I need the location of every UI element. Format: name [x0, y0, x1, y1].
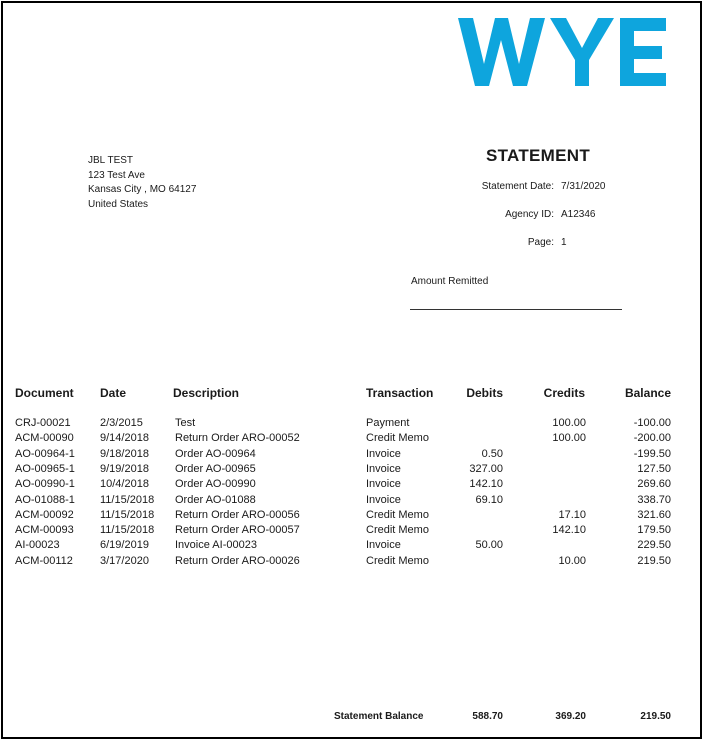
cell-document: CRJ-00021 — [15, 417, 71, 429]
cell-transaction: Credit Memo — [366, 508, 429, 521]
cell-date: 9/19/2018 — [100, 462, 149, 475]
cell-document: ACM-00090 — [15, 432, 74, 445]
statement-title: STATEMENT — [485, 146, 591, 165]
cell-debits: 327.00 — [469, 462, 503, 475]
cell-document: AI-00023 — [15, 539, 60, 552]
cell-transaction: Invoice — [366, 493, 401, 506]
cell-debits: 69.10 — [475, 493, 503, 506]
cell-date: 11/15/2018 — [100, 493, 155, 506]
cell-credits: 142.10 — [552, 524, 586, 537]
cell-description: Order AO-00990 — [175, 478, 256, 491]
cell-date: 9/18/2018 — [100, 447, 149, 460]
cell-description: Test — [175, 417, 196, 429]
cell-credits: 100.00 — [552, 417, 586, 429]
header-balance: Balance — [624, 386, 671, 400]
cell-balance: 321.60 — [637, 508, 671, 521]
amount-remitted-label: Amount Remitted — [411, 276, 489, 287]
header-credits: Credits — [543, 386, 585, 400]
header-date: Date — [100, 386, 127, 400]
cell-debits: 142.10 — [469, 478, 503, 491]
cell-transaction: Credit Memo — [366, 432, 429, 445]
cell-date: 3/17/2020 — [100, 554, 149, 567]
agency-id-value: A12346 — [561, 209, 596, 220]
city-state-zip: Kansas City , MO 64127 — [88, 184, 197, 195]
customer-name: JBL TEST — [88, 155, 134, 166]
cell-document: ACM-00112 — [15, 554, 73, 567]
cell-description: Invoice AI-00023 — [175, 539, 257, 552]
cell-balance: 269.60 — [637, 478, 671, 491]
cell-transaction: Payment — [366, 417, 410, 429]
statement-balance-label: Statement Balance — [334, 711, 424, 722]
cell-description: Return Order ARO-00026 — [175, 554, 300, 567]
cell-document: ACM-00093 — [15, 524, 74, 537]
amount-remitted-line — [410, 309, 622, 310]
cell-balance: 219.50 — [637, 554, 671, 567]
document-frame — [1, 1, 702, 739]
cell-balance: -199.50 — [633, 447, 671, 460]
cell-transaction: Invoice — [366, 447, 401, 460]
cell-balance: 229.50 — [637, 539, 671, 552]
cell-document: AO-00990-1 — [15, 478, 75, 491]
cell-description: Return Order ARO-00057 — [175, 524, 300, 537]
cell-credits: 17.10 — [558, 508, 586, 521]
cell-transaction: Invoice — [366, 539, 401, 552]
cell-credits: 10.00 — [558, 554, 586, 567]
total-debits: 588.70 — [472, 711, 503, 722]
cell-transaction: Credit Memo — [366, 554, 429, 567]
page-label: Page: — [527, 237, 554, 248]
customer-address — [88, 154, 196, 212]
street-address: 123 Test Ave — [88, 169, 145, 181]
cell-document: AO-00965-1 — [15, 462, 75, 475]
agency-id-label: Agency ID: — [505, 209, 554, 220]
header-description: Description — [173, 386, 240, 400]
company-logo — [456, 14, 668, 90]
cell-debits: 50.00 — [475, 539, 503, 552]
cell-balance: 338.70 — [637, 493, 671, 506]
total-credits: 369.20 — [555, 711, 586, 722]
cell-date: 6/19/2019 — [100, 539, 149, 552]
cell-date: 10/4/2018 — [100, 478, 149, 491]
cell-description: Return Order ARO-00056 — [175, 508, 300, 521]
cell-balance: 127.50 — [637, 462, 671, 475]
cell-debits: 0.50 — [481, 447, 503, 460]
cell-date: 11/15/2018 — [100, 508, 155, 521]
cell-transaction: Credit Memo — [366, 524, 429, 537]
cell-description: Return Order ARO-00052 — [175, 432, 300, 445]
cell-document: ACM-00092 — [15, 508, 74, 521]
header-debits: Debits — [466, 386, 503, 400]
cell-date: 11/15/2018 — [100, 524, 155, 537]
header-transaction: Transaction — [366, 386, 434, 400]
cell-transaction: Invoice — [366, 478, 401, 491]
cell-date: 9/14/2018 — [100, 432, 149, 445]
cell-credits: 100.00 — [552, 432, 586, 445]
statement-date-label: Statement Date: — [481, 181, 554, 192]
cell-balance: 179.50 — [637, 524, 671, 537]
cell-description: Order AO-00965 — [175, 462, 256, 475]
country: United States — [88, 198, 149, 210]
cell-balance: -200.00 — [633, 432, 671, 445]
total-balance: 219.50 — [640, 711, 671, 722]
cell-description: Order AO-00964 — [175, 447, 256, 460]
header-document: Document — [15, 386, 74, 400]
statement-date-value: 7/31/2020 — [561, 181, 606, 192]
cell-balance: -100.00 — [633, 417, 671, 429]
cell-date: 2/3/2015 — [100, 417, 143, 429]
cell-document: AO-01088-1 — [15, 493, 75, 506]
cell-document: AO-00964-1 — [15, 447, 75, 460]
cell-description: Order AO-01088 — [175, 493, 256, 506]
cell-transaction: Invoice — [366, 462, 401, 475]
page-value: 1 — [561, 237, 567, 248]
